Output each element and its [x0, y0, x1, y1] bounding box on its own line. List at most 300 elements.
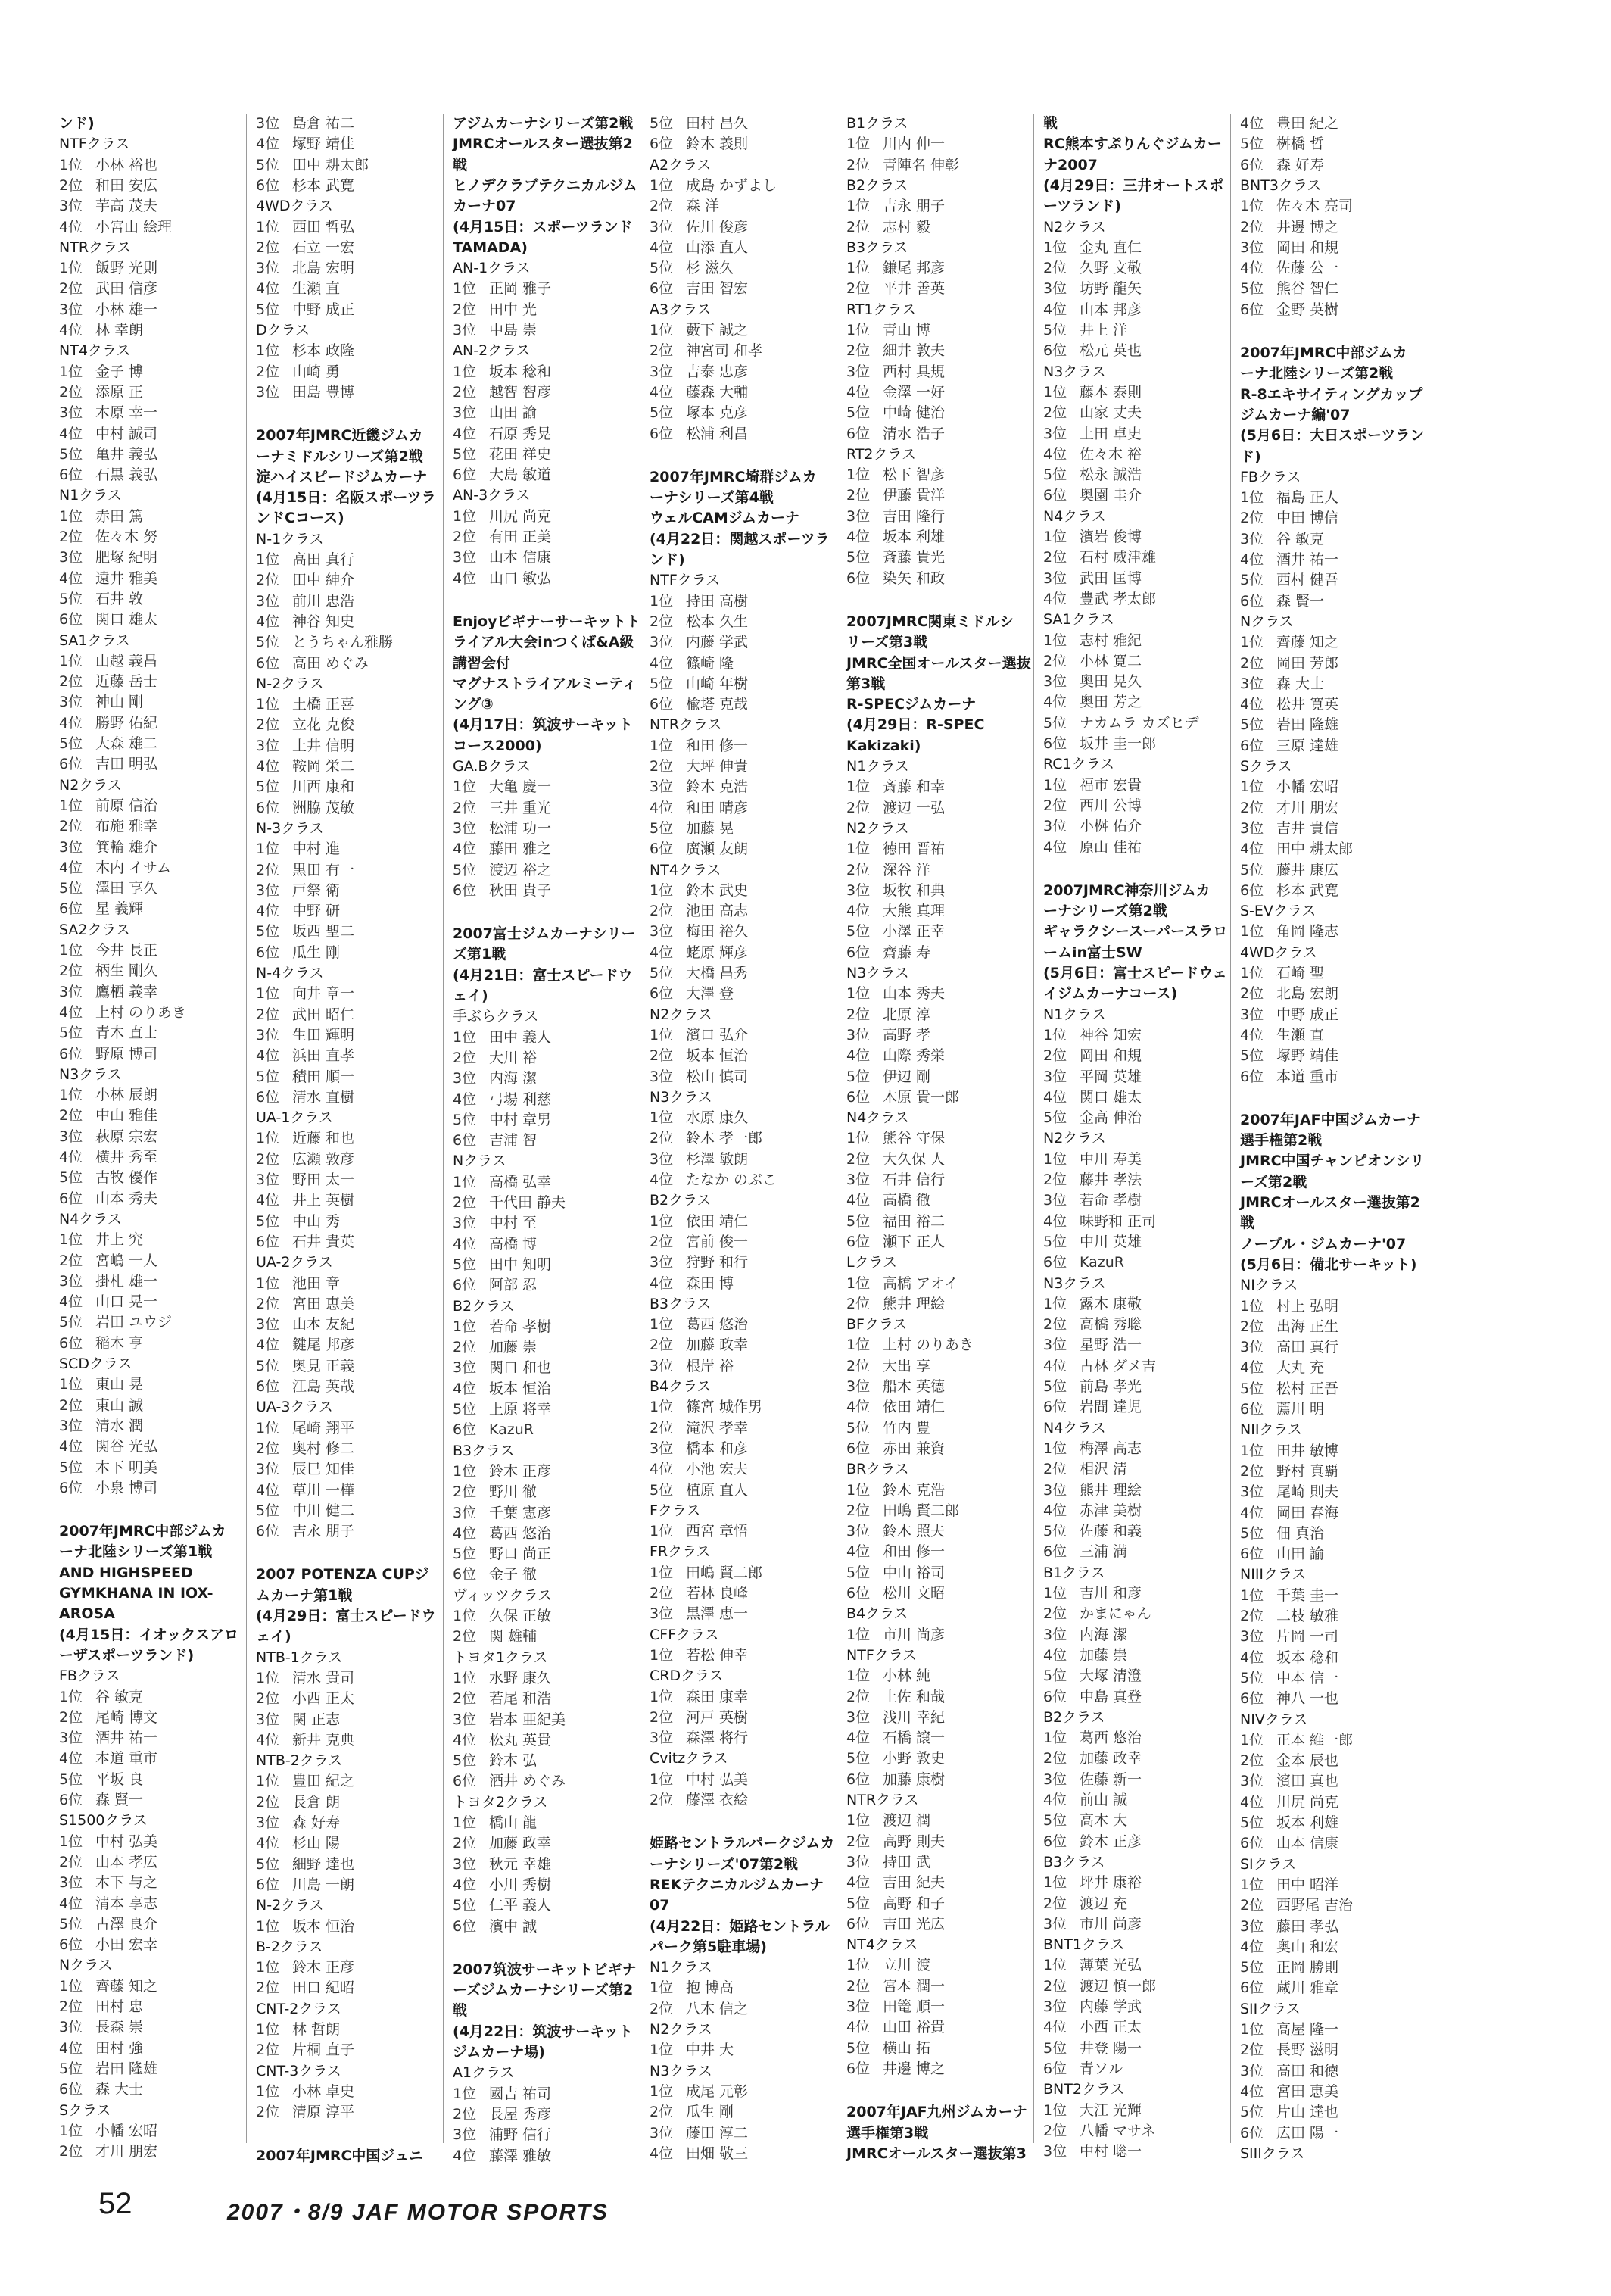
result-row [846, 1274, 958, 1293]
result-row [453, 1895, 551, 1915]
result-row [453, 1503, 551, 1523]
result-row [650, 1687, 748, 1707]
result-row [453, 1524, 551, 1543]
result-row [59, 258, 157, 278]
result-row [650, 2040, 734, 2060]
position: 5位 [846, 1212, 871, 1230]
result-row [59, 1147, 157, 1167]
driver-name: 仁平 義人 [489, 1897, 552, 1914]
result-row [59, 1852, 157, 1872]
result-row [1240, 1648, 1338, 1667]
result-row [453, 798, 551, 818]
driver-name: 出海 正生 [1276, 1318, 1339, 1335]
driver-name: 廣瀬 友朗 [686, 841, 749, 858]
result-row [59, 217, 172, 237]
result-row [59, 1168, 157, 1187]
result-row [1240, 715, 1338, 735]
result-row [59, 878, 157, 898]
result-row [846, 1563, 945, 1583]
result-row [256, 1833, 340, 1853]
driver-name: 平岡 英雄 [1080, 1068, 1142, 1085]
driver-name: 西村 健吾 [1276, 572, 1339, 589]
event-heading: Enjoyビギナーサーキットト [453, 613, 641, 630]
result-row [1240, 1958, 1338, 1977]
driver-name: 石黒 義弘 [95, 466, 158, 484]
position: 6位 [453, 1132, 477, 1150]
driver-name: 内藤 学武 [1080, 1998, 1142, 2016]
driver-name: 清水 浩子 [883, 425, 946, 442]
class-heading: RC1クラス [1043, 756, 1115, 773]
result-row [453, 300, 537, 320]
driver-name: 吉永 朋子 [292, 1523, 355, 1540]
class-heading: N3クラス [650, 2062, 712, 2079]
position: 1位 [1043, 383, 1067, 401]
result-row [1240, 2082, 1338, 2101]
event-heading: (4月15日：名阪スポーツラ [256, 489, 436, 507]
result-row [1240, 217, 1338, 237]
result-row [846, 507, 945, 526]
position: 4位 [59, 218, 83, 236]
result-row [256, 1418, 354, 1438]
result-row [256, 901, 340, 921]
result-row [256, 1689, 354, 1708]
position: 5位 [1240, 136, 1264, 153]
result-row [1240, 1730, 1353, 1750]
position: 3位 [453, 1215, 477, 1232]
position: 3位 [650, 778, 674, 796]
result-row [846, 1521, 945, 1541]
result-row [59, 445, 157, 464]
driver-name: 宮嶋 一人 [95, 1252, 158, 1269]
position: 3位 [650, 1254, 674, 1271]
driver-name: 横井 秀至 [95, 1149, 158, 1165]
position: 1位 [650, 1212, 674, 1230]
result-row [453, 1730, 551, 1750]
class-heading: NTB-1クラス [256, 1649, 343, 1666]
class-heading: Fクラス [650, 1502, 701, 1519]
result-row [1240, 1833, 1338, 1853]
position: 4位 [1240, 551, 1264, 569]
position: 1位 [1043, 1874, 1067, 1892]
result-row [1043, 238, 1142, 257]
driver-name: 飯野 光則 [95, 260, 158, 277]
result-row [453, 424, 551, 444]
position: 5位 [846, 549, 871, 566]
driver-name: 佐藤 公一 [1276, 260, 1339, 277]
position: 1位 [453, 1814, 477, 1832]
position: 4位 [256, 758, 280, 775]
result-row [453, 465, 551, 485]
result-row [1240, 1978, 1338, 1998]
result-row [846, 1976, 945, 1996]
result-row [1240, 114, 1338, 133]
result-row [59, 1790, 143, 1810]
result-row [1240, 881, 1338, 900]
driver-name: 長倉 朗 [292, 1793, 341, 1811]
position: 4位 [256, 280, 280, 298]
driver-name: 北原 淳 [883, 1006, 931, 1023]
position: 2位 [1043, 2122, 1067, 2139]
result-row [1240, 1462, 1338, 1481]
position: 3位 [59, 1874, 83, 1892]
class-heading: トヨタ1クラス [453, 1649, 548, 1666]
driver-name: 葛西 悠治 [1080, 1730, 1142, 1747]
driver-name: 生瀬 直 [1276, 1026, 1325, 1043]
result-row [846, 2017, 945, 2037]
driver-name: 川尻 尚克 [1276, 1793, 1339, 1811]
class-heading: B2クラス [453, 1297, 515, 1315]
result-row [1043, 1356, 1156, 1376]
driver-name: 高橋 秀聡 [1080, 1316, 1142, 1334]
driver-name: 山本 秀夫 [95, 1190, 158, 1207]
result-row [453, 839, 551, 859]
column-2 [250, 114, 444, 2164]
driver-name: 生田 輝明 [292, 1026, 355, 1043]
position: 4位 [1240, 1649, 1264, 1666]
driver-name: 内藤 学武 [686, 634, 749, 651]
class-heading: N3クラス [1043, 1274, 1106, 1292]
result-row [59, 2059, 157, 2079]
result-row [1043, 1749, 1142, 1768]
driver-name: 和田 晴彦 [686, 799, 749, 816]
position: 4位 [846, 903, 871, 920]
result-row [1240, 508, 1338, 528]
result-row [1240, 258, 1338, 278]
position: 4位 [1240, 1938, 1264, 1955]
position: 1位 [256, 696, 280, 713]
result-row [59, 610, 157, 629]
result-row [1240, 1046, 1338, 1065]
position: 1位 [256, 2021, 280, 2039]
position: 2位 [453, 1690, 477, 1708]
position: 1位 [1043, 776, 1067, 794]
driver-name: 谷 敏克 [95, 1688, 144, 1705]
class-heading: N-4クラス [256, 965, 324, 982]
result-row [1043, 569, 1142, 588]
event-heading: 戦 [1240, 1215, 1255, 1232]
position: 1位 [846, 136, 871, 153]
position: 2位 [453, 2105, 477, 2123]
position: 2位 [1240, 2042, 1264, 2059]
driver-name: 中本 信一 [1276, 1669, 1339, 1686]
position: 4位 [650, 1274, 674, 1292]
class-heading: CNT-3クラス [256, 2062, 341, 2079]
driver-name: 渡辺 裕之 [489, 861, 552, 878]
driver-name: 岩田 隆雄 [1276, 716, 1339, 734]
class-heading: B2クラス [1043, 1708, 1105, 1726]
driver-name: 関谷 光弘 [95, 1438, 158, 1455]
position: 2位 [453, 1628, 477, 1646]
result-row [59, 382, 143, 402]
class-heading: NTFクラス [59, 136, 130, 153]
event-heading: 2007 POTENZA CUPジ [256, 1566, 429, 1583]
driver-name: 小池 宏夫 [686, 1461, 749, 1478]
position: 4位 [256, 1192, 280, 1209]
driver-name: 長屋 秀彦 [489, 2105, 552, 2123]
driver-name: 金丸 直仁 [1080, 239, 1142, 256]
result-row [1043, 1315, 1142, 1334]
driver-name: 西野尾 吉治 [1276, 1897, 1354, 1914]
position: 6位 [1043, 1254, 1067, 1271]
driver-name: とうちゃん雅勝 [292, 634, 394, 651]
result-row [453, 1358, 551, 1377]
driver-name: 高野 和子 [883, 1895, 946, 1912]
result-row [1043, 485, 1142, 505]
result-row [59, 547, 157, 567]
position: 6位 [59, 611, 83, 629]
driver-name: 片岡 一司 [1276, 1628, 1339, 1646]
driver-name: 正岡 雅子 [489, 280, 552, 298]
result-row [256, 1025, 354, 1045]
driver-name: 石崎 聖 [1276, 965, 1325, 982]
result-row [846, 1212, 945, 1231]
position: 2位 [59, 673, 83, 691]
position: 5位 [1240, 1380, 1264, 1397]
driver-name: 野田 太一 [292, 1171, 355, 1189]
position: 4位 [256, 613, 280, 630]
driver-name: 高田 真行 [1276, 1339, 1339, 1356]
class-heading: B3クラス [1043, 1853, 1105, 1870]
result-row [650, 984, 734, 1003]
result-row [1240, 155, 1324, 175]
event-heading: ナ2007 [1043, 156, 1098, 173]
driver-name: 石立 一宏 [292, 239, 355, 256]
result-row [453, 1110, 551, 1130]
driver-name: 高橋 博 [489, 1235, 538, 1253]
result-row [453, 1855, 551, 1874]
driver-name: 大橋 昌秀 [686, 965, 749, 982]
result-row [1240, 984, 1338, 1003]
position: 3位 [256, 737, 280, 754]
class-heading: B1クラス [846, 115, 908, 132]
event-heading: ーナ北陸シリーズ第2戦 [1240, 365, 1394, 382]
position: 6位 [1240, 592, 1264, 610]
driver-name: 高田 めぐみ [292, 654, 369, 672]
position: 5位 [59, 735, 83, 752]
result-row [256, 1813, 340, 1833]
result-row [846, 1749, 945, 1768]
position: 1位 [59, 1231, 83, 1249]
driver-name: 中野 成正 [1276, 1006, 1339, 1023]
result-row [1240, 196, 1353, 216]
event-heading: イジムカーナコース) [1043, 985, 1178, 1003]
event-heading: 2007年JMRC中国ジュニ [256, 2147, 424, 2164]
driver-name: 立川 渡 [883, 1957, 931, 1974]
driver-name: 亀井 義弘 [95, 445, 158, 463]
position: 6位 [453, 1566, 477, 1583]
position: 1位 [453, 1669, 477, 1686]
driver-name: 福市 宏貴 [1080, 776, 1142, 794]
driver-name: 肥塚 紀明 [95, 549, 158, 566]
result-row [256, 382, 354, 402]
event-heading: JMRC全国オールスター選抜 [846, 654, 1031, 672]
driver-name: 熊井 理絵 [1080, 1481, 1142, 1499]
position: 3位 [846, 1378, 871, 1396]
result-row [650, 1604, 748, 1624]
driver-name: 加藤 康樹 [883, 1770, 946, 1788]
driver-name: 渡辺 慎一郎 [1080, 1977, 1157, 1995]
position: 5位 [1240, 1959, 1264, 1976]
position: 4位 [650, 654, 674, 672]
driver-name: 清本 享志 [95, 1895, 158, 1912]
result-row [453, 1875, 551, 1895]
result-row [1043, 1067, 1142, 1087]
event-heading: (4月22日：姫路セントラル [650, 1917, 830, 1935]
driver-name: 狩野 和行 [686, 1254, 749, 1271]
position: 5位 [1043, 1523, 1067, 1540]
driver-name: 齋藤 寿 [883, 944, 931, 961]
event-heading: ーナシリーズ第2戦 [1043, 903, 1167, 920]
driver-name: 才川 朋宏 [95, 2143, 158, 2160]
result-row [453, 279, 551, 298]
driver-name: 神山 剛 [95, 694, 144, 711]
event-heading: R-8エキサイティングカップ [1240, 385, 1423, 403]
event-heading: AND HIGHSPEED [59, 1564, 193, 1581]
position: 1位 [846, 1812, 871, 1830]
driver-name: 佃 真治 [1276, 1524, 1325, 1542]
result-row [650, 1999, 748, 2019]
result-row [256, 1232, 354, 1252]
event-heading: (4月22日：関越スポーツラ [650, 530, 830, 547]
position: 2位 [1043, 1316, 1067, 1334]
position: 6位 [1043, 487, 1067, 504]
result-row [1043, 2121, 1155, 2141]
position: 4位 [650, 1171, 674, 1189]
event-heading: アジムカーナシリーズ第2戦 [453, 115, 634, 132]
driver-name: 青ソル [1080, 2060, 1123, 2077]
result-row [59, 1708, 157, 1727]
result-row [59, 858, 171, 878]
event-heading: 2007JMRC関東ミドルシ [846, 613, 1014, 630]
driver-name: 杉 滋久 [686, 260, 734, 277]
result-row [1240, 1317, 1338, 1337]
position: 3位 [1240, 2062, 1264, 2079]
position: 3位 [59, 838, 83, 856]
event-heading: 戦 [453, 156, 468, 173]
result-row [256, 550, 354, 569]
driver-name: 箕輪 雄介 [95, 838, 158, 856]
driver-name: 高橋 アオイ [883, 1274, 958, 1292]
driver-name: 岩田 ユウジ [95, 1314, 173, 1331]
result-row [59, 2017, 143, 2037]
driver-name: 清水 貴司 [292, 1669, 355, 1686]
class-heading: Nクラス [453, 1153, 506, 1170]
event-heading: 2007年JAF九州ジムカーナ [846, 2104, 1027, 2121]
position: 2位 [846, 1150, 871, 1168]
result-row [256, 258, 354, 278]
driver-name: かまにゃん [1080, 1605, 1151, 1623]
driver-name: 藤田 淳二 [686, 2124, 749, 2142]
result-row [1043, 2142, 1142, 2161]
result-row [453, 2084, 551, 2104]
driver-name: 石村 威津雄 [1080, 549, 1157, 566]
result-row [846, 1025, 930, 1045]
result-row [453, 1668, 551, 1688]
result-row [650, 632, 748, 652]
event-heading: ジムカーナ場) [453, 2044, 545, 2061]
driver-name: 才川 朋宏 [1276, 799, 1339, 816]
result-row [59, 1458, 157, 1477]
position: 5位 [59, 445, 83, 463]
driver-name: 宮前 俊一 [686, 1233, 749, 1250]
result-row [846, 1666, 930, 1686]
result-row [256, 2040, 354, 2060]
driver-name: 酒井 めぐみ [489, 1773, 566, 1790]
result-row [1240, 1399, 1324, 1419]
driver-name: 東山 晃 [95, 1376, 144, 1393]
driver-name: 田中 光 [489, 301, 538, 318]
driver-name: 松村 正吾 [1276, 1380, 1339, 1397]
driver-name: 森 賢一 [1276, 592, 1325, 610]
class-heading: BNT1クラス [1043, 1936, 1125, 1954]
position: 1位 [650, 1646, 674, 1664]
driver-name: 若命 孝樹 [1080, 1192, 1142, 1209]
driver-name: 金高 伸治 [1080, 1109, 1142, 1127]
position: 2位 [650, 903, 674, 920]
driver-name: 大熊 真理 [883, 903, 946, 920]
driver-name: 伊辺 剛 [883, 1068, 931, 1085]
position: 1位 [1240, 923, 1264, 941]
result-row [1043, 1439, 1142, 1458]
result-row [453, 2125, 551, 2145]
position: 1位 [1240, 1586, 1264, 1604]
event-heading: RC熊本すぷりんぐジムカー [1043, 136, 1222, 153]
result-row [846, 1770, 945, 1789]
position: 1位 [650, 1316, 674, 1334]
position: 1位 [453, 1608, 477, 1625]
position: 5位 [453, 1752, 477, 1770]
result-row [1240, 1937, 1338, 1957]
driver-name: 洲脇 茂敏 [292, 799, 355, 816]
result-row [1240, 777, 1338, 797]
driver-name: 瓜生 剛 [292, 944, 341, 961]
result-row [846, 1170, 945, 1190]
driver-name: 松本 久生 [686, 613, 749, 630]
result-row [256, 632, 393, 652]
result-row [650, 612, 748, 632]
result-row [453, 1399, 551, 1419]
position: 5位 [846, 2039, 871, 2057]
position: 1位 [256, 1419, 280, 1437]
position: 3位 [256, 1171, 280, 1189]
class-heading: N4クラス [1043, 507, 1106, 525]
position: 3位 [846, 881, 871, 899]
position: 5位 [846, 1068, 871, 1085]
result-row [1240, 1771, 1338, 1791]
position: 4位 [453, 425, 477, 442]
position: 1位 [1240, 1442, 1264, 1459]
class-heading: N1クラス [1043, 1006, 1106, 1023]
class-heading: Nクラス [1240, 613, 1294, 630]
result-row [453, 777, 551, 797]
position: 3位 [59, 301, 83, 318]
driver-name: 若松 伸幸 [686, 1646, 749, 1664]
result-row [846, 1356, 930, 1376]
result-row [846, 1832, 945, 1851]
event-heading: 姫路セントラルパークジムカ [650, 1835, 835, 1852]
class-heading: SIクラス [1240, 1855, 1297, 1873]
position: 2位 [650, 1419, 674, 1437]
result-row [453, 1751, 537, 1770]
driver-name: 井上 究 [95, 1231, 144, 1249]
driver-name: ナカムラ カズヒデ [1080, 714, 1199, 732]
class-heading: NTRクラス [846, 1792, 919, 1809]
event-heading: 2007JMRC神奈川ジムカ [1043, 881, 1211, 899]
position: 5位 [256, 923, 280, 941]
driver-name: 濱田 真也 [1276, 1773, 1339, 1790]
driver-name: 松井 寛英 [1276, 696, 1339, 713]
driver-name: 抱 博高 [686, 1979, 734, 1997]
